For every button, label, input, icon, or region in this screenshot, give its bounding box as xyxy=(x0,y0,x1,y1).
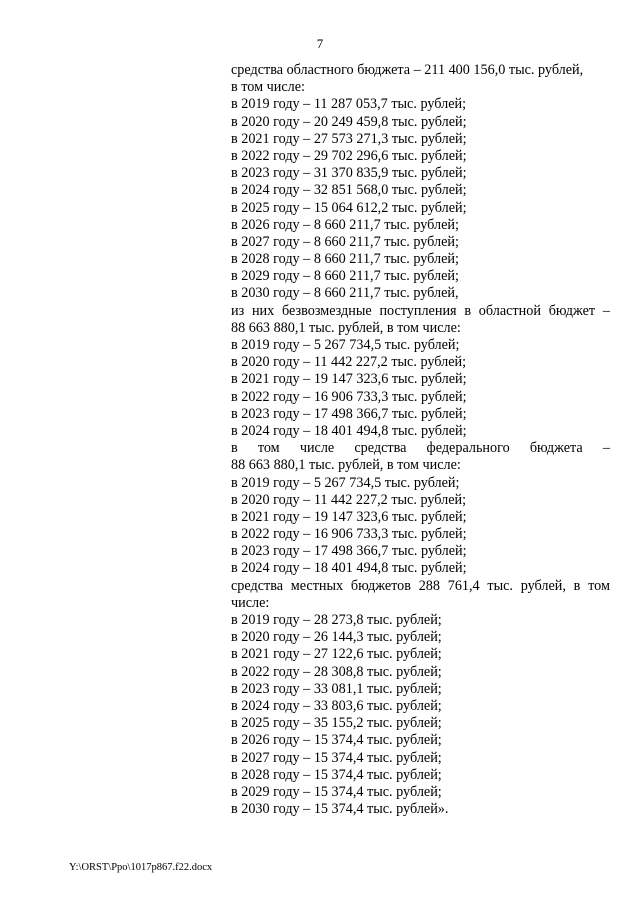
text-line xyxy=(231,303,610,320)
text-line: в 2024 году – 33 803,6 тыс. рублей; xyxy=(231,697,442,714)
text-line: в 2021 году – 19 147 323,6 тыс. рублей; xyxy=(231,371,467,388)
text-word: том xyxy=(257,440,280,457)
text-word: в xyxy=(464,302,472,319)
text-line: в 2020 году – 26 144,3 тыс. рублей; xyxy=(231,629,442,646)
text-line: в 2021 году – 19 147 323,6 тыс. рублей; xyxy=(231,508,467,525)
text-line xyxy=(231,578,610,595)
text-line: в 2025 году – 15 064 612,2 тыс. рублей; xyxy=(231,199,467,216)
text-line: средства областного бюджета – 211 400 156,0 тыс. рублей, xyxy=(231,62,584,78)
text-line: в 2023 году – 17 498 366,7 тыс. рублей; xyxy=(231,543,467,560)
text-line: в 2030 году – 15 374,4 тыс. рублей». xyxy=(231,801,449,818)
text-line: в 2020 году – 20 249 459,8 тыс. рублей; xyxy=(231,113,467,130)
text-line: в 2023 году – 17 498 366,7 тыс. рублей; xyxy=(231,405,467,422)
text-word: федерального xyxy=(426,440,510,457)
text-word: в xyxy=(231,440,238,457)
text-word: бюджет xyxy=(548,302,596,319)
text-word: в xyxy=(573,577,581,594)
text-line: в 2027 году – 15 374,4 тыс. рублей; xyxy=(231,749,442,766)
text-word: средства xyxy=(354,440,407,457)
text-line: в 2030 году – 8 660 211,7 тыс. рублей, xyxy=(231,285,459,302)
text-word: бюджетов xyxy=(350,577,411,594)
body-text xyxy=(231,62,610,818)
text-word: них xyxy=(251,302,275,319)
text-line: в 2024 году – 32 851 568,0 тыс. рублей; xyxy=(231,182,467,199)
text-line xyxy=(231,440,610,457)
text-line: в 2020 году – 11 442 227,2 тыс. рублей; xyxy=(231,354,467,371)
text-word: тыс. xyxy=(487,577,513,594)
text-line: в 2021 году – 27 122,6 тыс. рублей; xyxy=(231,646,442,663)
text-line: в 2023 году – 31 370 835,9 тыс. рублей; xyxy=(231,165,467,182)
text-line: в 2022 году – 16 906 733,3 тыс. рублей; xyxy=(231,388,467,405)
text-line: в 2019 году – 11 287 053,7 тыс. рублей; xyxy=(231,96,467,113)
text-line: в 2029 году – 15 374,4 тыс. рублей; xyxy=(231,783,442,800)
text-line: в 2022 году – 29 702 296,6 тыс. рублей; xyxy=(231,147,467,164)
text-word: – xyxy=(602,440,610,457)
text-line: в 2023 году – 33 081,1 тыс. рублей; xyxy=(231,680,442,697)
text-line: в 2029 году – 8 660 211,7 тыс. рублей; xyxy=(231,268,459,285)
text-word: числе xyxy=(299,440,335,457)
text-word: рублей, xyxy=(520,577,566,594)
text-line: 88 663 880,1 тыс. рублей, в том числе: xyxy=(231,319,461,336)
text-line: 88 663 880,1 тыс. рублей, в том числе: xyxy=(231,457,461,474)
text-line: в 2028 году – 15 374,4 тыс. рублей; xyxy=(231,766,442,783)
text-line: в 2026 году – 15 374,4 тыс. рублей; xyxy=(231,732,442,749)
text-line: в 2026 году – 8 660 211,7 тыс. рублей; xyxy=(231,216,459,233)
text-line: в 2027 году – 8 660 211,7 тыс. рублей; xyxy=(231,233,459,250)
text-line: в том числе: xyxy=(231,79,305,96)
text-line: в 2024 году – 18 401 494,8 тыс. рублей; xyxy=(231,560,467,577)
text-line: в 2022 году – 28 308,8 тыс. рублей; xyxy=(231,663,442,680)
text-line: в 2022 году – 16 906 733,3 тыс. рублей; xyxy=(231,526,467,543)
text-word: том xyxy=(588,577,610,594)
text-word: средства xyxy=(231,577,284,594)
text-word: – xyxy=(602,302,610,319)
page-number: 7 xyxy=(316,36,324,51)
text-line: в 2019 году – 5 267 734,5 тыс. рублей; xyxy=(231,474,460,491)
text-line: в 2021 году – 27 573 271,3 тыс. рублей; xyxy=(231,130,467,147)
text-line: числе: xyxy=(231,594,270,611)
text-line: в 2019 году – 28 273,8 тыс. рублей; xyxy=(231,612,442,628)
text-word: 761,4 xyxy=(447,577,480,594)
text-word: местных xyxy=(290,577,344,594)
text-line: в 2024 году – 18 401 494,8 тыс. рублей; xyxy=(231,422,467,439)
text-word: 288 xyxy=(418,577,440,594)
text-line: в 2028 году – 8 660 211,7 тыс. рублей; xyxy=(231,251,459,268)
text-word: поступления xyxy=(379,302,457,319)
footer-file-path: Y:\ORST\Ppo\1017p867.f22.docx xyxy=(69,862,213,873)
text-line: в 2020 году – 11 442 227,2 тыс. рублей; xyxy=(231,491,467,508)
text-line: в 2025 году – 35 155,2 тыс. рублей; xyxy=(231,715,442,732)
text-word: областной xyxy=(478,302,541,319)
text-word: безвозмездные xyxy=(282,302,372,319)
text-line: в 2019 году – 5 267 734,5 тыс. рублей; xyxy=(231,337,460,353)
text-word: бюджета xyxy=(529,440,583,457)
text-word: из xyxy=(231,302,245,319)
